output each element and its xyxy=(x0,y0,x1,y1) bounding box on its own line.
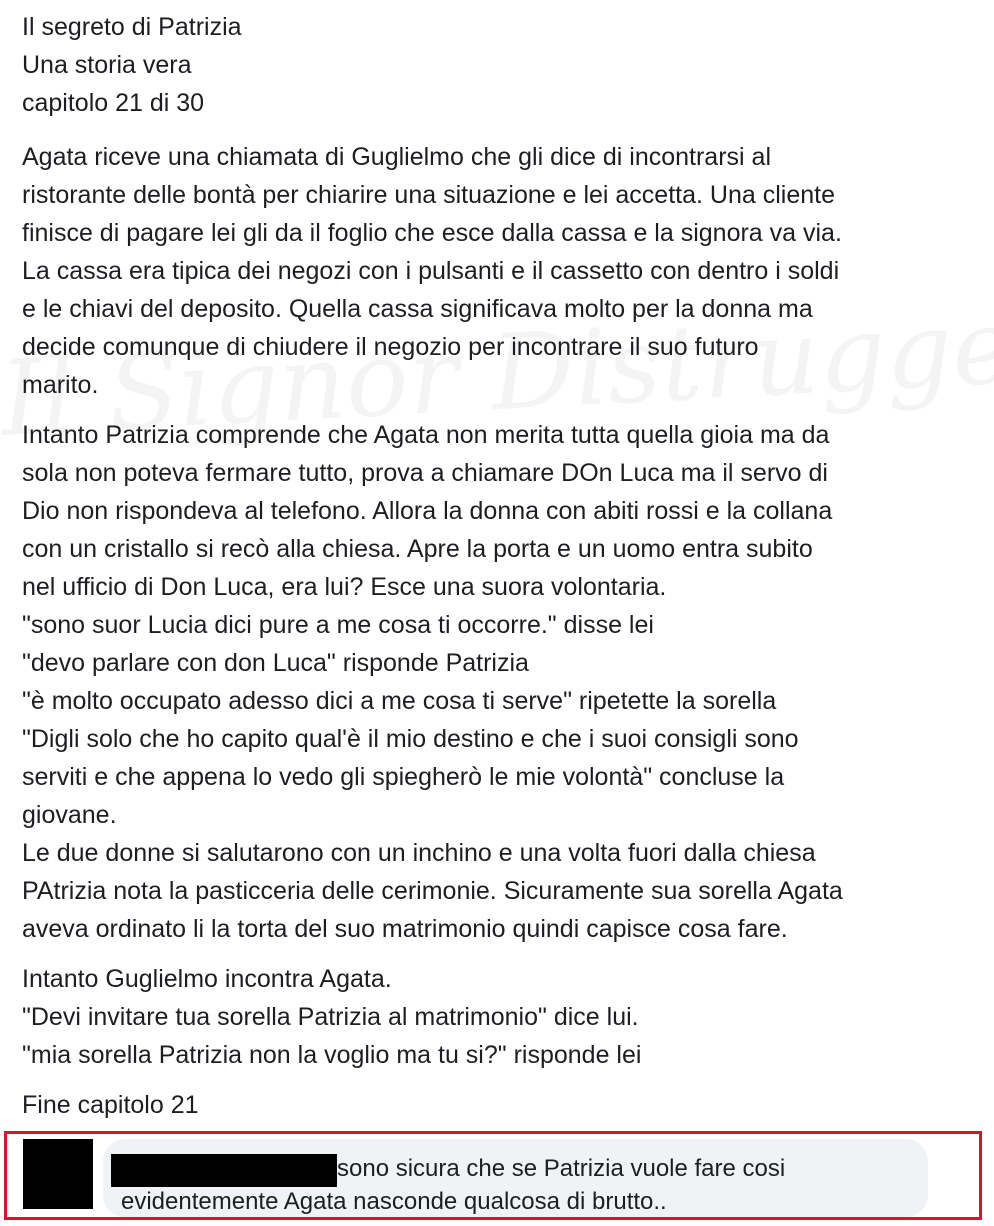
text-line: giovane. xyxy=(22,801,117,829)
text-line: "devo parlare con don Luca" risponde Patrizia xyxy=(22,649,529,677)
comment-line: sono sicura che se Patrizia vuole fare cosi xyxy=(337,1155,786,1182)
post-body xyxy=(22,8,982,1136)
text-line: PAtrizia nota la pasticceria delle cerimonie. Sicuramente sua sorella Agata xyxy=(22,877,843,905)
text-line: sola non poteva fermare tutto, prova a chiamare DOn Luca ma il servo di xyxy=(22,459,828,487)
text-line: finisce di pagare lei gli da il foglio che esce dalla cassa e la signora va via. xyxy=(22,219,842,247)
post-header xyxy=(22,8,982,122)
text-line: "Digli solo che ho capito qual'è il mio destino e che i suoi consigli sono xyxy=(22,725,799,753)
story-title: Il segreto di Patrizia xyxy=(22,13,242,41)
paragraph-4 xyxy=(22,1086,982,1124)
comment-text xyxy=(121,1152,921,1218)
comment-line: evidentemente Agata nasconde qualcosa di brutto.. xyxy=(121,1188,667,1215)
text-line: "sono suor Lucia dici pure a me cosa ti occorre." disse lei xyxy=(22,611,654,639)
text-line: "è molto occupato adesso dici a me cosa ti serve" ripetette la sorella xyxy=(22,687,777,715)
story-subtitle: Una storia vera xyxy=(22,51,192,79)
text-line: decide comunque di chiudere il negozio per incontrare il suo futuro xyxy=(22,333,759,361)
text-line: ristorante delle bontà per chiarire una situazione e lei accetta. Una cliente xyxy=(22,181,835,209)
text-line: Intanto Guglielmo incontra Agata. xyxy=(22,965,392,993)
chapter-label: capitolo 21 di 30 xyxy=(22,89,205,117)
text-line: La cassa era tipica dei negozi con i pulsanti e il cassetto con dentro i soldi xyxy=(22,257,840,285)
text-line: Dio non rispondeva al telefono. Allora la donna con abiti rossi e la collana xyxy=(22,497,833,525)
avatar[interactable] xyxy=(23,1139,93,1209)
paragraph-3 xyxy=(22,960,982,1074)
text-line: "mia sorella Patrizia non la voglio ma tu si?" risponde lei xyxy=(22,1041,642,1069)
text-line: aveva ordinato li la torta del suo matrimonio quindi capisce cosa fare. xyxy=(22,915,788,943)
highlighted-comment xyxy=(4,1131,982,1220)
text-line: Agata riceve una chiamata di Guglielmo che gli dice di incontrarsi al xyxy=(22,143,771,171)
text-line: nel ufficio di Don Luca, era lui? Esce una suora volontaria. xyxy=(22,573,667,601)
paragraph-1 xyxy=(22,138,982,404)
text-line: Intanto Patrizia comprende che Agata non merita tutta quella gioia ma da xyxy=(22,421,830,449)
text-line: con un cristallo si recò alla chiesa. Apre la porta e un uomo entra subito xyxy=(22,535,813,563)
comment-bubble xyxy=(103,1139,928,1217)
text-line: serviti e che appena lo vedo gli spiegherò le mie volontà" concluse la xyxy=(22,763,785,791)
text-line: marito. xyxy=(22,371,99,399)
text-line: Le due donne si salutarono con un inchino e una volta fuori dalla chiesa xyxy=(22,839,816,867)
chapter-end-label: Fine capitolo 21 xyxy=(22,1091,199,1119)
text-line: e le chiavi del deposito. Quella cassa significava molto per la donna ma xyxy=(22,295,813,323)
text-line: "Devi invitare tua sorella Patrizia al matrimonio" dice lui. xyxy=(22,1003,639,1031)
paragraph-2 xyxy=(22,416,982,948)
